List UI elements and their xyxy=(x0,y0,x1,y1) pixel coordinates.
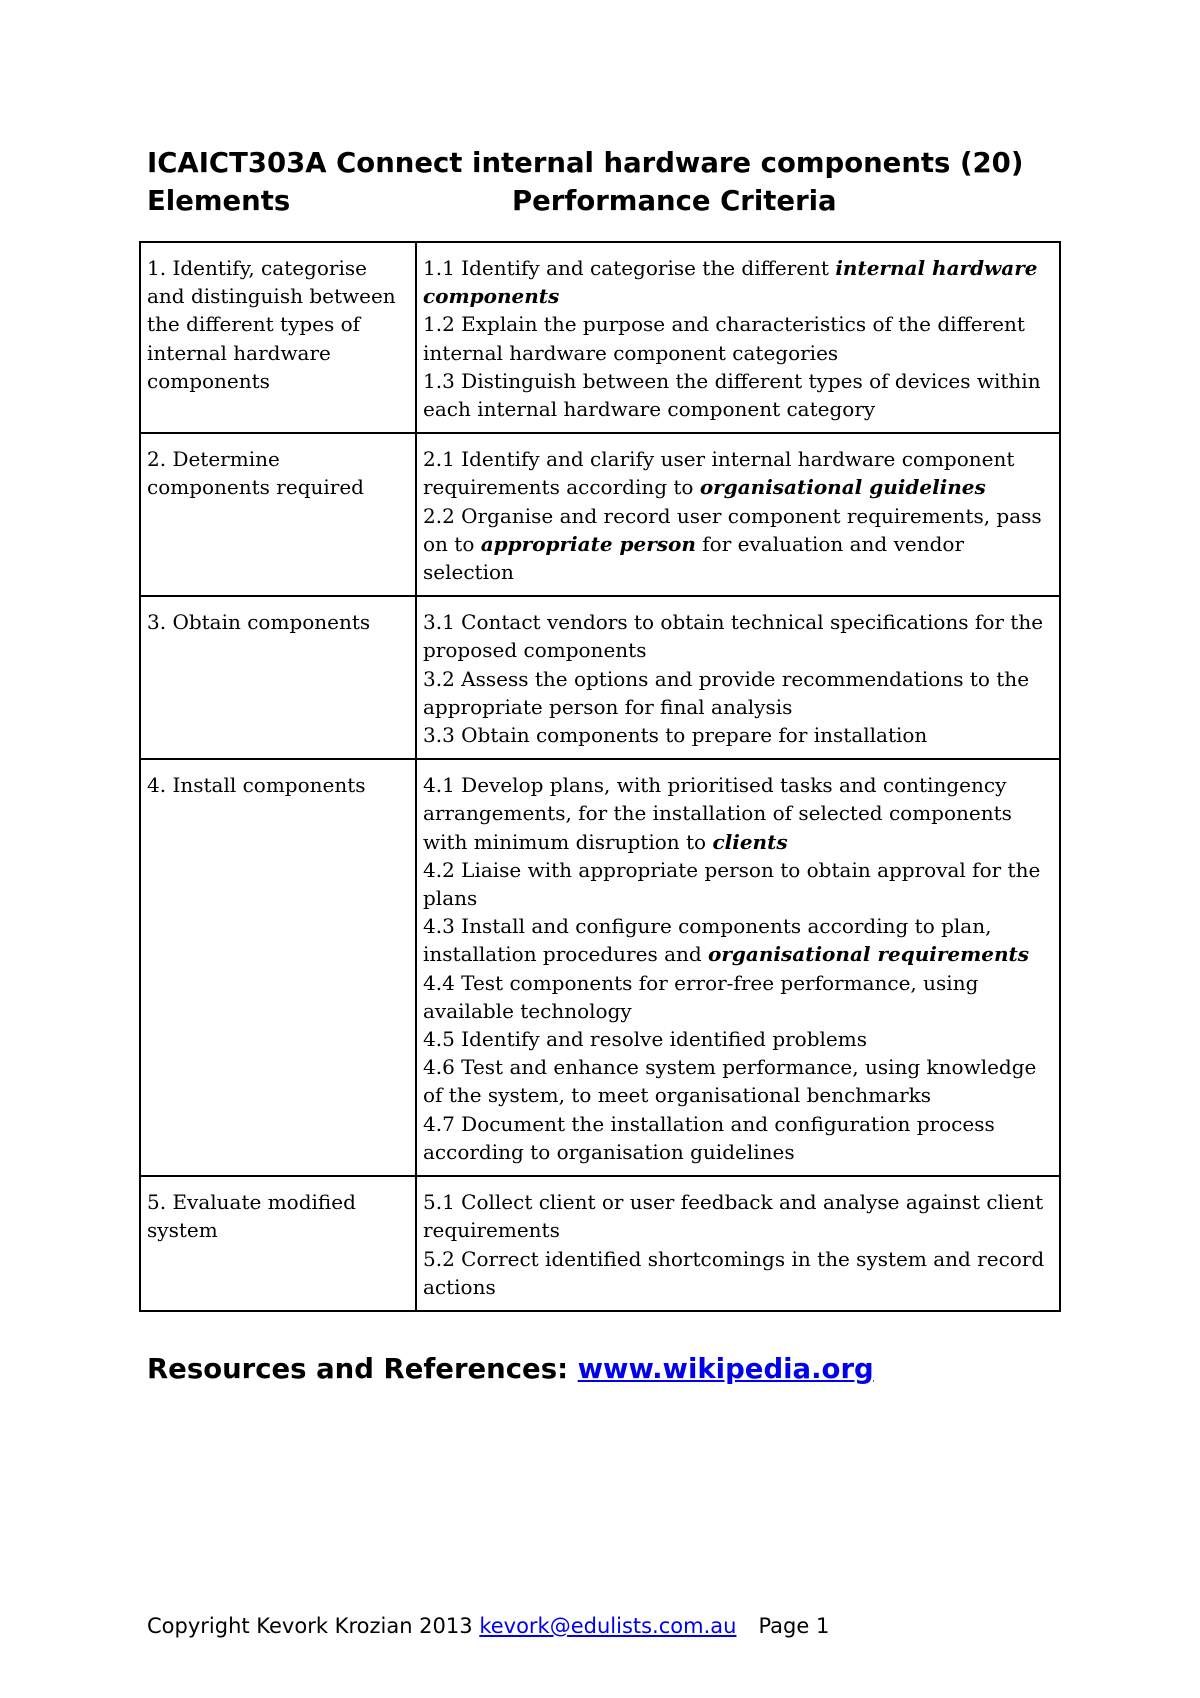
criterion-text: 4.3 Install and configure components according to plan, installation procedures and xyxy=(423,914,992,967)
resources-section xyxy=(147,1350,874,1388)
table-row xyxy=(140,433,1060,596)
criteria-cell xyxy=(416,596,1060,759)
criterion-text: 5.2 Correct identified shortcomings in the system and record actions xyxy=(423,1246,1045,1299)
page-number: Page 1 xyxy=(758,1614,830,1638)
key-term: appropriate person xyxy=(480,531,696,556)
criterion-line xyxy=(423,367,1053,423)
criterion-text: 4.2 Liaise with appropriate person to obtain approval for the plans xyxy=(423,857,1041,911)
criteria-cell xyxy=(416,1176,1060,1311)
criterion-text: 4.7 Document the installation and configuration process according to organisation guidelines xyxy=(423,1111,995,1164)
criterion-line xyxy=(423,721,1053,749)
document-title: ICAICT303A Connect internal hardware components (20) xyxy=(147,147,1024,179)
key-term: organisational requirements xyxy=(708,942,1030,967)
criterion-line xyxy=(423,1188,1053,1244)
wikipedia-link[interactable]: www.wikipedia.org xyxy=(577,1353,874,1385)
criterion-text: 3.2 Assess the options and provide recommendations to the appropriate person for final analysis xyxy=(423,666,1030,719)
table-row xyxy=(140,242,1060,433)
key-term: clients xyxy=(712,829,788,854)
criterion-text: 4.1 Develop plans, with prioritised tasks and contingency arrangements, for the installation of selected components with minimum disruption to xyxy=(423,773,1012,854)
criterion-line xyxy=(423,969,1053,1025)
criteria-cell xyxy=(416,242,1060,433)
criterion-text: 3.1 Contact vendors to obtain technical specifications for the proposed components xyxy=(423,610,1044,663)
email-link[interactable]: kevork@edulists.com.au xyxy=(479,1614,737,1638)
element-cell: 1. Identify, categorise and distinguish between the different types of internal hardware components xyxy=(140,242,416,433)
criterion-text: 2.2 Organise and record user component requirements, pass on to xyxy=(423,503,1042,556)
criteria-cell xyxy=(416,433,1060,596)
page-footer xyxy=(147,1612,829,1640)
key-term: internal hardware components xyxy=(423,256,1038,309)
criterion-line xyxy=(423,771,1053,856)
criterion-line xyxy=(423,1110,1053,1166)
criterion-text: 1.1 Identify and categorise the different xyxy=(423,256,836,280)
element-cell: 2. Determine components required xyxy=(140,433,416,596)
copyright-text: Copyright Kevork Krozian 2013 xyxy=(147,1614,480,1638)
criterion-text: for evaluation and vendor selection xyxy=(423,531,964,585)
criterion-line xyxy=(423,310,1053,366)
resources-label: Resources and References: xyxy=(147,1353,578,1385)
criterion-line xyxy=(423,254,1053,310)
table-row xyxy=(140,759,1060,1176)
criterion-line xyxy=(423,502,1053,587)
performance-criteria-heading: Performance Criteria xyxy=(512,185,837,217)
criterion-text: 4.5 Identify and resolve identified problems xyxy=(423,1027,867,1052)
element-cell: 3. Obtain components xyxy=(140,596,416,759)
element-cell: 4. Install components xyxy=(140,759,416,1176)
criterion-line xyxy=(423,856,1053,912)
criterion-line xyxy=(423,1025,1053,1053)
criterion-text: 1.2 Explain the purpose and characteristics of the different internal hardware component categories xyxy=(423,312,1025,365)
criteria-cell xyxy=(416,759,1060,1176)
element-cell: 5. Evaluate modified system xyxy=(140,1176,416,1311)
criterion-line xyxy=(423,1053,1053,1109)
criterion-line xyxy=(423,608,1053,664)
criteria-table xyxy=(139,241,1061,1312)
criterion-text: 4.4 Test components for error-free performance, using available technology xyxy=(423,970,979,1023)
table-row xyxy=(140,1176,1060,1311)
key-term: organisational guidelines xyxy=(699,475,986,500)
criterion-line xyxy=(423,912,1053,968)
criterion-text: 1.3 Distinguish between the different types of devices within each internal hardware component category xyxy=(423,368,1041,422)
column-headings xyxy=(147,182,837,220)
elements-heading: Elements xyxy=(147,185,291,217)
criterion-text: 3.3 Obtain components to prepare for installation xyxy=(423,723,928,748)
criterion-text: 2.1 Identify and clarify user internal hardware component requirements according to xyxy=(423,447,1015,500)
table-row xyxy=(140,596,1060,759)
criterion-text: 5.1 Collect client or user feedback and analyse against client requirements xyxy=(423,1190,1044,1243)
criterion-line xyxy=(423,445,1053,501)
criterion-line xyxy=(423,1245,1053,1301)
criterion-line xyxy=(423,665,1053,721)
criterion-text: 4.6 Test and enhance system performance, using knowledge of the system, to meet organisational benchmarks xyxy=(423,1055,1037,1108)
